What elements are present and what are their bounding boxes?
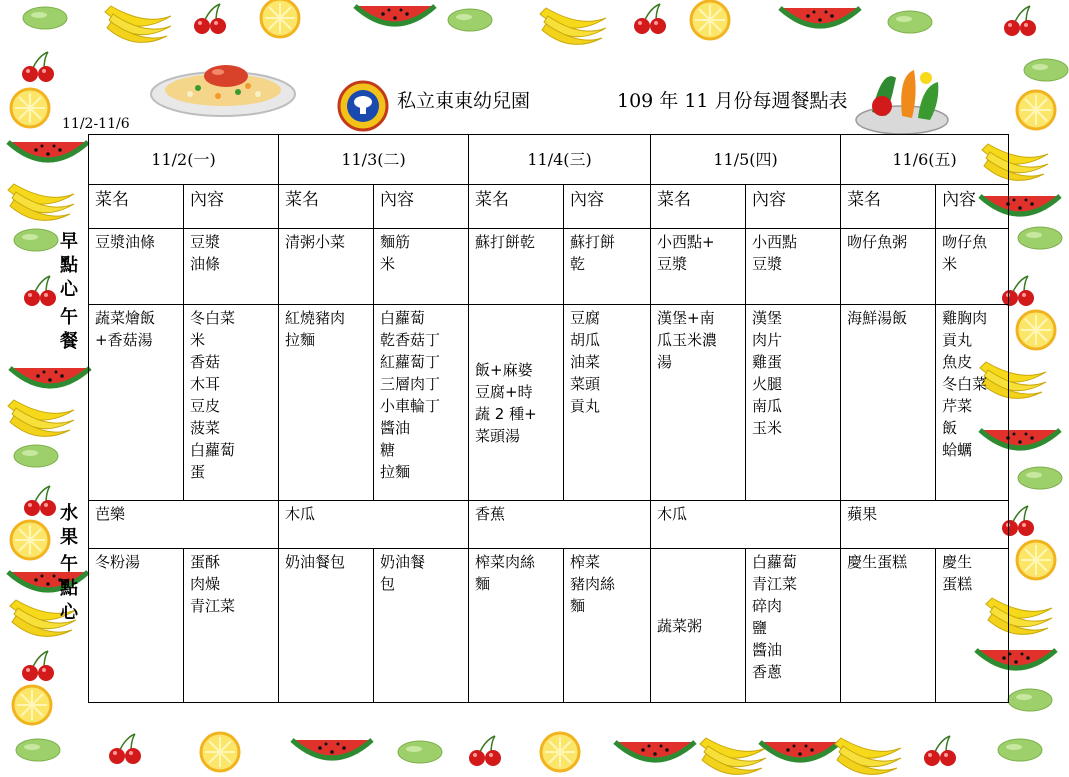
lunch-dish: 海鮮湯飯 xyxy=(841,305,936,501)
column-header-ingredients: 內容 xyxy=(564,185,651,229)
breakfast-dish: 小西點+ 豆漿 xyxy=(651,229,746,305)
menu-title: 109 年 11 月份每週餐點表 xyxy=(617,90,848,112)
snack-dish: 慶生蛋糕 xyxy=(841,549,936,703)
lunch-ingredients: 白蘿蔔 乾香菇丁 紅蘿蔔丁 三層肉丁 小車輪丁 醬油 糖 拉麵 xyxy=(374,305,469,501)
fruit-item: 木瓜 xyxy=(279,501,469,549)
fruit-item: 芭樂 xyxy=(89,501,279,549)
lunch-row xyxy=(89,305,1009,501)
breakfast-dish: 蘇打餅乾 xyxy=(469,229,564,305)
snack-row xyxy=(89,549,1009,703)
fruit-item: 木瓜 xyxy=(651,501,841,549)
breakfast-dish: 吻仔魚粥 xyxy=(841,229,936,305)
school-name: 私立東東幼兒園 xyxy=(397,90,531,112)
date-header-row xyxy=(89,135,1009,185)
lunch-ingredients: 冬白菜 米 香菇 木耳 豆皮 菠菜 白蘿蔔 蛋 xyxy=(184,305,279,501)
lunch-dish: 飯+麻婆 豆腐+時 蔬 2 種+ 菜頭湯 xyxy=(469,305,564,501)
snack-dish: 榨菜肉絲 麵 xyxy=(469,549,564,703)
column-header-row xyxy=(89,185,1009,229)
row-label-breakfast: 早 點 心 xyxy=(60,231,78,300)
breakfast-dish: 清粥小菜 xyxy=(279,229,374,305)
column-header-ingredients: 內容 xyxy=(184,185,279,229)
breakfast-row xyxy=(89,229,1009,305)
day-date: 11/6(五) xyxy=(841,135,1009,185)
weekly-menu-table xyxy=(88,134,1009,703)
lunch-ingredients: 漢堡 肉片 雞蛋 火腿 南瓜 玉米 xyxy=(746,305,841,501)
row-label-lunch: 午 餐 xyxy=(60,307,78,352)
school-logo-icon xyxy=(337,80,389,132)
snack-ingredients: 奶油餐 包 xyxy=(374,549,469,703)
breakfast-ingredients: 豆漿 油條 xyxy=(184,229,279,305)
column-header-ingredients: 內容 xyxy=(936,185,1009,229)
fried-rice-plate-icon xyxy=(148,58,298,118)
column-header-dish: 菜名 xyxy=(651,185,746,229)
snack-ingredients: 榨菜 豬肉絲 麵 xyxy=(564,549,651,703)
column-header-dish: 菜名 xyxy=(469,185,564,229)
snack-dish: 奶油餐包 xyxy=(279,549,374,703)
snack-dish: 冬粉湯 xyxy=(89,549,184,703)
snack-ingredients: 慶生 蛋糕 xyxy=(936,549,1009,703)
breakfast-ingredients: 小西點 豆漿 xyxy=(746,229,841,305)
vegetable-plate-icon xyxy=(852,58,952,138)
lunch-dish: 紅燒豬肉 拉麵 xyxy=(279,305,374,501)
breakfast-ingredients: 麵筋 米 xyxy=(374,229,469,305)
breakfast-ingredients: 吻仔魚 米 xyxy=(936,229,1009,305)
row-label-snack: 午 點 心 xyxy=(60,554,78,623)
column-header-dish: 菜名 xyxy=(89,185,184,229)
fruit-row xyxy=(89,501,1009,549)
fruit-item: 蘋果 xyxy=(841,501,1009,549)
week-range: 11/2-11/6 xyxy=(62,116,130,132)
lunch-dish: 漢堡+南 瓜玉米濃 湯 xyxy=(651,305,746,501)
column-header-ingredients: 內容 xyxy=(374,185,469,229)
lunch-ingredients: 豆腐 胡瓜 油菜 菜頭 貢丸 xyxy=(564,305,651,501)
breakfast-ingredients: 蘇打餅 乾 xyxy=(564,229,651,305)
snack-dish: 蔬菜粥 xyxy=(651,549,746,703)
day-date: 11/3(二) xyxy=(279,135,469,185)
day-date: 11/2(一) xyxy=(89,135,279,185)
lunch-ingredients: 雞胸肉 貢丸 魚皮 冬白菜 芹菜 飯 蛤蠣 xyxy=(936,305,1009,501)
breakfast-dish: 豆漿油條 xyxy=(89,229,184,305)
fruit-item: 香蕉 xyxy=(469,501,651,549)
lunch-dish: 蔬菜燴飯 +香菇湯 xyxy=(89,305,184,501)
column-header-dish: 菜名 xyxy=(841,185,936,229)
snack-ingredients: 白蘿蔔 青江菜 碎肉 鹽 醬油 香蔥 xyxy=(746,549,841,703)
column-header-ingredients: 內容 xyxy=(746,185,841,229)
column-header-dish: 菜名 xyxy=(279,185,374,229)
row-label-fruit: 水 果 xyxy=(60,503,78,548)
day-date: 11/4(三) xyxy=(469,135,651,185)
day-date: 11/5(四) xyxy=(651,135,841,185)
snack-ingredients: 蛋酥 肉燥 青江菜 xyxy=(184,549,279,703)
